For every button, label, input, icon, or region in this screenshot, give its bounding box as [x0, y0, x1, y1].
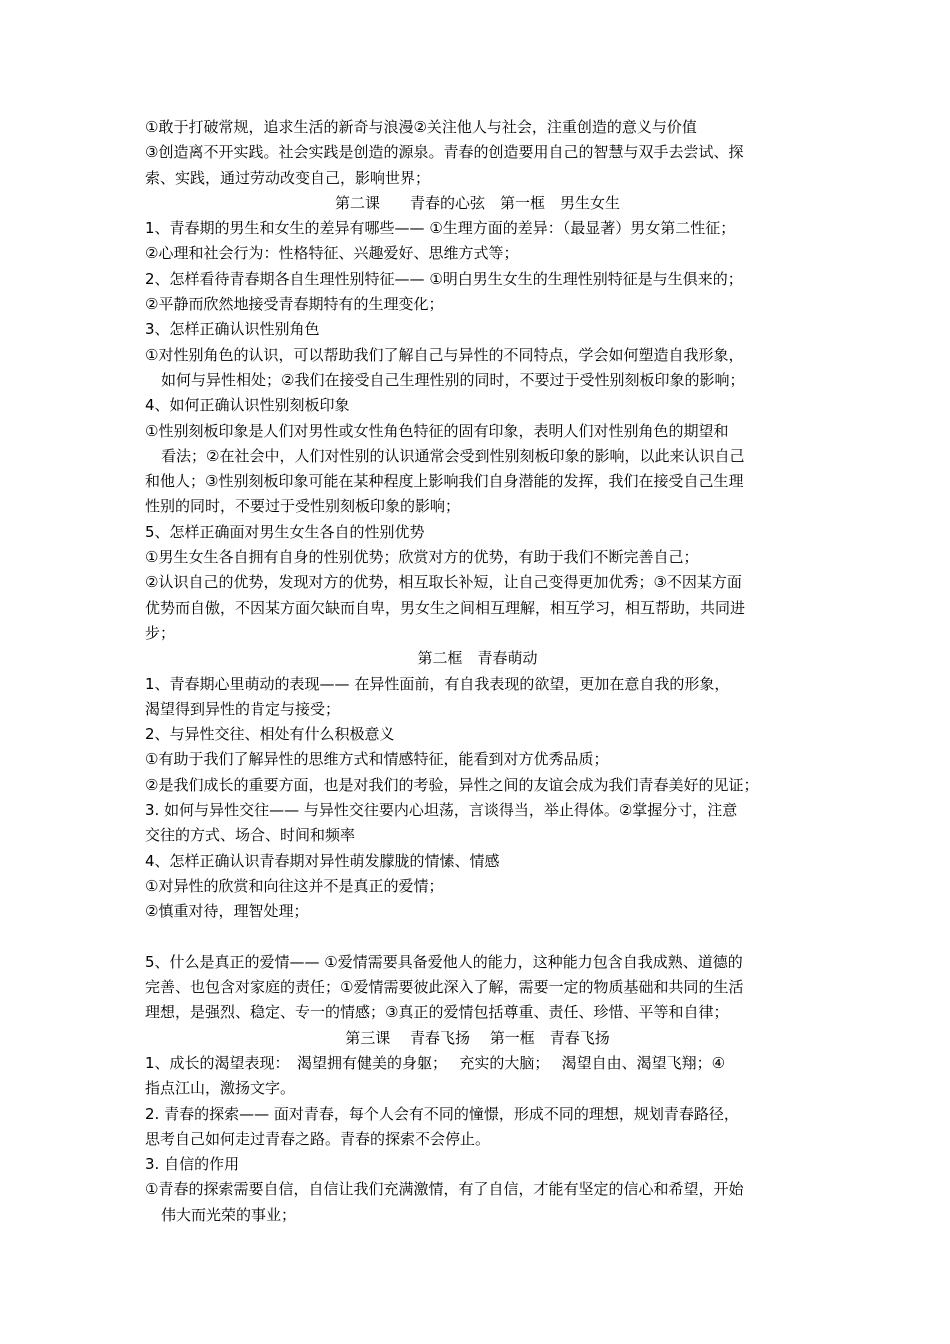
text-line: 渴望得到异性的肯定与接受；	[145, 699, 341, 718]
text-line: 伟大而光荣的事业；	[161, 1205, 297, 1224]
question-line: 2. 青春的探索—— 面对青春，每个人会有不同的憧憬，形成不同的理想，规划青春路径，	[145, 1104, 739, 1123]
question-line: 4、怎样正确认识青春期对异性萌发朦胧的情愫、情感	[145, 851, 500, 870]
text-line: 如何与异性相处；②我们在接受自己生理性别的同时，不要过于受性别刻板印象的影响；	[161, 370, 745, 389]
question-line: 1、成长的渴望表现： 渴望拥有健美的身躯； 充实的大脑； 渴望自由、渴望飞翔；④	[145, 1053, 726, 1072]
question-line: 2、与异性交往、相处有什么积极意义	[145, 725, 395, 744]
document-page	[145, 115, 810, 1228]
text-line: 理想，是强烈、稳定、专一的情感；③真正的爱情包括尊重、责任、珍惜、平等和自律；	[145, 1003, 729, 1022]
text-line: 索、实践，通过劳动改变自己，影响世界；	[145, 168, 431, 187]
text-line: 和他人；③性别刻板印象可能在某种程度上影响我们自身潜能的发挥，我们在接受自己生理	[145, 472, 744, 491]
text-line: ③创造离不开实践。社会实践是创造的源泉。青春的创造要用自己的智慧与双手去尝试、探	[145, 143, 744, 162]
question-line: 4、如何正确认识性别刻板印象	[145, 396, 350, 415]
text-line: 交往的方式、场合、时间和频率	[145, 826, 356, 845]
text-line: 思考自己如何走过青春之路。青春的探索不会停止。	[145, 1129, 491, 1148]
text-line: ②认识自己的优势，发现对方的优势，相互取长补短，让自己变得更加优秀；③不因某方面	[145, 573, 742, 592]
text-line: ①男生女生各自拥有自身的性别优势；欣赏对方的优势，有助于我们不断完善自己；	[145, 548, 699, 567]
text-line: 指点江山，激扬文字。	[145, 1079, 296, 1098]
section-heading: 第二框 青春萌动	[417, 649, 538, 668]
question-line: 2、怎样看待青春期各自生理性别特征—— ①明白男生女生的生理性别特征是与生俱来的；	[145, 269, 743, 288]
text-line: ②平静而欣然地接受青春期特有的生理变化；	[145, 295, 444, 314]
text-line: 优势而自傲，不因某方面欠缺而自卑，男女生之间相互理解，相互学习，相互帮助，共同进	[145, 598, 746, 617]
text-line: ②心理和社会行为：性格特征、兴趣爱好、思维方式等；	[145, 244, 519, 263]
question-line: 1、青春期心里萌动的表现—— 在异性面前，有自我表现的欲望，更加在意自我的形象，	[145, 674, 730, 693]
question-line: 3. 如何与异性交往—— 与异性交往要内心坦荡，言谈得当，举止得体。②掌握分寸，注意	[145, 801, 738, 820]
lesson-heading: 第三课 青春飞扬 第一框 青春飞扬	[345, 1028, 610, 1047]
text-line: 性别的同时，不要过于受性别刻板印象的影响；	[145, 497, 461, 516]
text-line: ①性别刻板印象是人们对男性或女性角色特征的固有印象，表明人们对性别角色的期望和	[145, 421, 729, 440]
text-line: ①对异性的欣赏和向往这并不是真正的爱情；	[145, 876, 444, 895]
text-line: ①对性别角色的认识，可以帮助我们了解自己与异性的不同特点，学会如何塑造自我形象，	[145, 345, 744, 364]
question-line: 5、怎样正确面对男生女生各自的性别优势	[145, 522, 425, 541]
lesson-heading: 第二课 青春的心弦 第一框 男生女生	[334, 193, 620, 212]
text-line: ①青春的探索需要自信，自信让我们充满激情，有了自信，才能有坚定的信心和希望，开始	[145, 1180, 744, 1199]
question-line: 3、怎样正确认识性别角色	[145, 320, 320, 339]
question-line: 5、什么是真正的爱情—— ①爱情需要具备爱他人的能力，这种能力包含自我成熟、道德的	[145, 952, 743, 971]
text-line: ①有助于我们了解异性的思维方式和情感特征，能看到对方优秀品质；	[145, 750, 609, 769]
text-line: ②慎重对待，理智处理；	[145, 902, 309, 921]
question-line: 3. 自信的作用	[145, 1155, 240, 1174]
text-line: 步；	[145, 623, 176, 642]
blank-line	[145, 925, 810, 950]
text-line: 看法；②在社会中，人们对性别的认识通常会受到性别刻板印象的影响，以此来认识自己	[161, 446, 745, 465]
text-line: ①敢于打破常规，追求生活的新奇与浪漫②关注他人与社会，注重创造的意义与价值	[145, 118, 697, 136]
text-line: ②是我们成长的重要方面，也是对我们的考验，异性之间的友谊会成为我们青春美好的见证；	[145, 775, 759, 794]
text-line: 完善、也包含对家庭的责任；①爱情需要彼此深入了解，需要一定的物质基础和共同的生活	[145, 978, 744, 997]
question-line: 1、青春期的男生和女生的差异有哪些—— ①生理方面的差异：（最显著）男女第二性征；	[145, 219, 736, 238]
